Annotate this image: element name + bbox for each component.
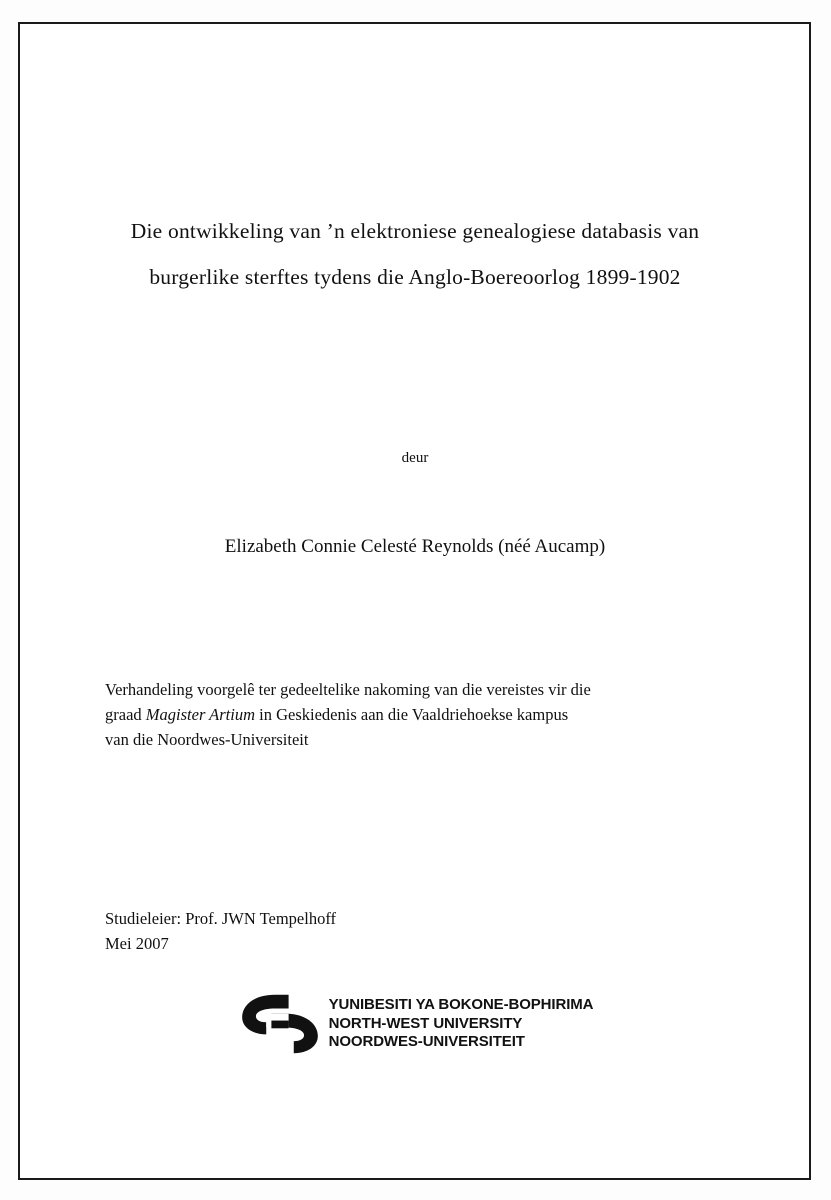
degree-statement <box>105 677 725 752</box>
north-west-university-logo-icon <box>237 991 323 1057</box>
university-logo-text <box>329 996 594 1052</box>
supervisor-line: Studieleier: Prof. JWN Tempelhoff <box>105 909 337 928</box>
degree-statement-line-1: Verhandeling voorgelê ter gedeeltelike nakoming van die vereistes vir die <box>105 680 591 699</box>
title-line-2: burgerlike sterftes tydens die Anglo-Boereoorlog 1899-1902 <box>149 265 681 289</box>
author-name: Elizabeth Connie Celesté Reynolds (néé Aucamp) <box>224 536 606 557</box>
logo-text-line-3: NOORDWES-UNIVERSITEIT <box>328 1033 525 1051</box>
by-label: deur <box>401 450 429 466</box>
degree-statement-line-2 <box>105 702 725 727</box>
title-line-1: Die ontwikkeling van ’n elektroniese genealogiese databasis van <box>130 219 700 243</box>
university-logo <box>100 984 730 1064</box>
date-line: Mei 2007 <box>105 934 169 953</box>
thesis-title <box>100 208 730 300</box>
degree-statement-line-2-suffix: in Geskiedenis aan die Vaaldriehoekse kampus <box>255 705 569 724</box>
degree-statement-line-3: van die Noordwes-Universiteit <box>105 730 309 749</box>
degree-statement-line-2-prefix: graad <box>105 705 146 724</box>
logo-text-line-2: NORTH-WEST UNIVERSITY <box>328 1014 523 1032</box>
degree-name-italic: Magister Artium <box>145 705 256 724</box>
logo-text-line-1: YUNIBESITI YA BOKONE-BOPHIRIMA <box>328 996 594 1014</box>
title-page-content <box>100 22 730 1180</box>
supervisor-and-date <box>105 906 725 956</box>
